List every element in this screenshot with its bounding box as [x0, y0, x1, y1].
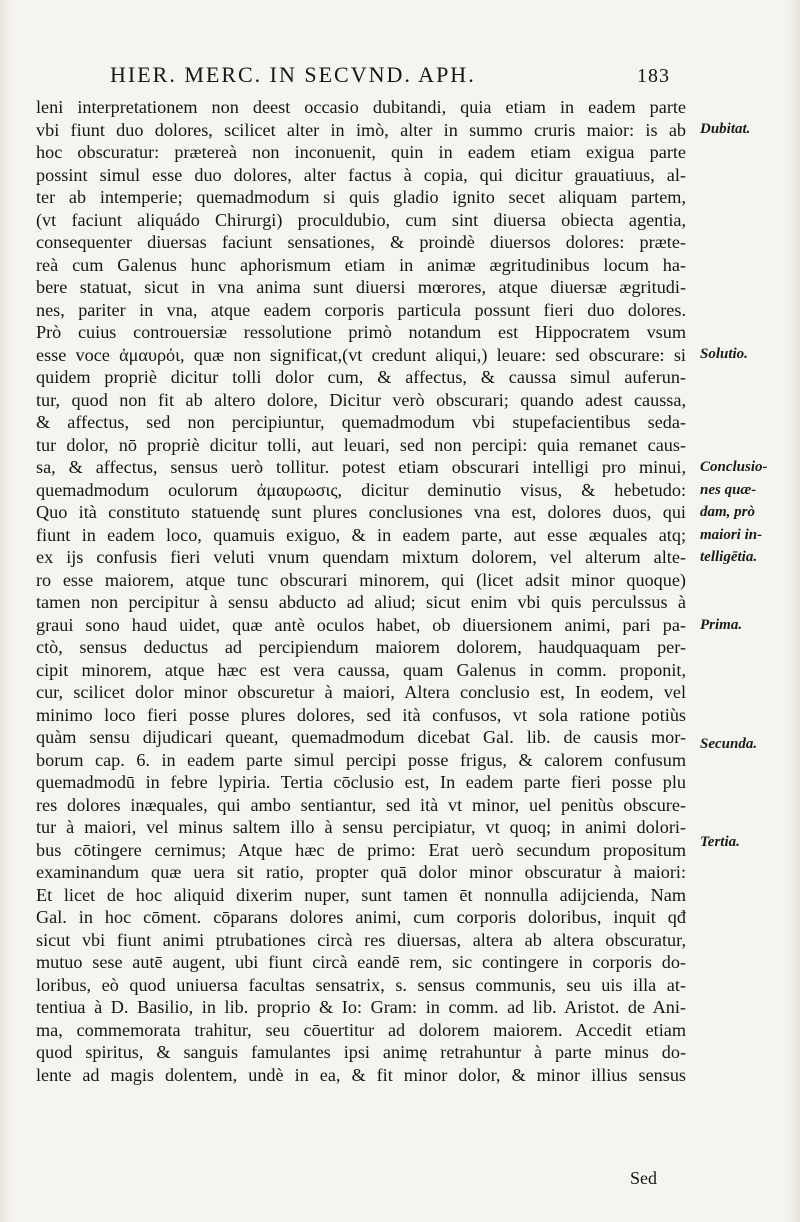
text-line: tamen non percipitur à sensu abducto ad aliud; sicut enim vbi quis perculssus à	[36, 592, 686, 612]
text-line: reà cum Galenus hunc aphorismum etiam in animæ ægritudinibus locum ha-	[36, 254, 686, 275]
text-line: bus cōtingere cernimus; Atque hæc de primo: Erat uerò secundum propositum	[36, 839, 686, 860]
text-line: cipit minorem, atque hæc est vera caussa, quam Galenus in comm. proponit,	[36, 659, 686, 680]
text-line: ma, commemorata trahitur, seu cōuertitur ad dolorem maiorem. Accedit etiam	[36, 1019, 686, 1040]
margin-note-line: telligētia.	[700, 549, 758, 565]
text-line: quàm sensu dijudicari queant, quemadmodum dicebat Gal. lib. de causis mor-	[36, 727, 686, 747]
margin-note-line: maiori in-	[700, 526, 763, 543]
margin-note-line: nes quæ-	[700, 481, 757, 498]
text-line: (vt faciunt aliquádo Chirurgi) proculdubio, cum sint diuersa obiecta agentia,	[36, 209, 686, 230]
text-line: Prò cuius controuersiæ ressolutione primò notandum est Hippocratem vsum	[36, 322, 686, 342]
text-line: tentiua à D. Basilio, in lib. proprio & Io: Gram: in comm. ad lib. Aristot. de Ani-	[36, 997, 686, 1017]
text-line: minimo loco fieri posse plures dolores, sed ità confusos, vt sola ratione potiùs	[36, 704, 686, 725]
text-line: ro esse maiorem, atque tunc obscurari minorem, qui (licet adsit minor quoque)	[36, 569, 686, 590]
text-line: esse voce ἀμαυρόι, quæ non significat,(vt credunt aliqui,) leuare: sed obscurare: si	[36, 344, 686, 365]
text-line: Quo ità constituto statuendę sunt plures conclusiones vna est, dolores duos, qui	[36, 502, 686, 522]
text-line: quod spiritus, & sanguis famulantes ipsi animę retrahuntur à parte minus do-	[36, 1042, 686, 1062]
text-line: ter ab intemperie; quemadmodum si quis gladio ignito secet aliquam partem,	[36, 187, 686, 207]
catchword: Sed	[630, 1168, 657, 1188]
text-line: lente ad magis dolentem, undè in ea, & fit minor dolor, & minor illius sensus	[36, 1064, 686, 1085]
text-line: tur, quod non fit ab altero dolore, Dicitur verò obscurari; quando adest caussa,	[36, 389, 686, 410]
text-line: ctò, sensus deductus ad percipiendum maiorem dolorem, haudquaquam per-	[36, 637, 686, 657]
text-line: & affectus, sed non percipiuntur, quemadmodum vbi stupefacientibus seda-	[36, 412, 686, 432]
text-line: Gal. in hoc cōment. cōparans dolores animi, cum corporis doloribus, inquit qđ	[36, 907, 686, 927]
text-line: possint simul esse duo dolores, alter factus à copia, qui dicitur grauatiuus, al-	[36, 164, 686, 185]
text-line: Et licet de hoc aliquid dixerim nuper, sunt tamen ēt nonnulla adijcienda, Nam	[36, 884, 686, 905]
text-line: sa, & affectus, sensus uerò tollitur. potest etiam obscurari intelligi pro minui,	[36, 457, 686, 477]
running-title: HIER. MERC. IN SECVND. APH.	[110, 62, 476, 87]
text-line: mutuo sese autē augent, ubi fiunt circà eandē rem, sic contingere in corporis do-	[36, 952, 686, 972]
text-line: leni interpretationem non deest occasio dubitandi, quia etiam in eadem parte	[36, 97, 686, 117]
text-line: cur, scilicet dolor minor obscuretur à maiori, Altera conclusio est, In eodem, vel	[36, 682, 686, 702]
margin-note-conclusiones	[700, 456, 792, 569]
margin-note-prima: Prima.	[700, 617, 743, 633]
main-text-block	[36, 96, 686, 1086]
text-line: nes, pariter in vna, atque eadem corporis particula possunt fieri duo dolores.	[36, 299, 686, 320]
text-line: quidem propriè dicitur tolli dolor cum, & affectus, & caussa simul auferun-	[36, 367, 686, 387]
text-line: quemadmodū in febre lypiria. Tertia cōclusio est, In eadem parte fieri posse plu	[36, 772, 686, 792]
text-line: quemadmodum oculorum ἀμαυρωσις, dicitur deminutio visus, & hebetudo:	[36, 479, 686, 500]
text-line: res dolores inæquales, qui ambo sentiantur, sed ità vt minor, uel penitùs obscure-	[36, 794, 686, 815]
page-number: 183	[637, 65, 670, 87]
text-line: ex ijs confusis fieri veluti vnum quendam mixtum dolorem, vel alterum alte-	[36, 547, 686, 567]
running-header	[110, 62, 670, 88]
text-line: bere statuat, sicut in vna anima sunt diuersi mœrores, atque diuersæ ægritudi-	[36, 277, 686, 297]
margin-note-line: dam, prò	[700, 504, 756, 520]
text-line: examinandum quæ uera sit ratio, propter quā dolor minor obscuratur à maiori:	[36, 862, 686, 882]
margin-note-secunda: Secunda.	[700, 736, 758, 752]
margin-note-solutio: Solutio.	[700, 346, 748, 362]
text-line: vbi fiunt duo dolores, scilicet alter in imò, alter in summo cruris maior: is ab	[36, 119, 686, 140]
text-line: tur à maiori, vel minus saltem illo à sensu percipiatur, vt quoq; in animi dolori-	[36, 817, 686, 837]
text-line: loribus, eò quod uniuersa facultas sensatrix, s. sensus communis, seu uis illa at-	[36, 974, 686, 995]
margin-note-line: Conclusio-	[700, 459, 768, 475]
text-line: sicut vbi fiunt animi ptrubationes circà res diuersas, altera ab altera obscuratur,	[36, 929, 686, 950]
text-line: consequenter diuersas faciunt sensationes, & proindè diuersos dolores: præte-	[36, 232, 686, 252]
text-line: fiunt in eadem loco, quamuis exiguo, & in eadem parte, aut esse æquales atq;	[36, 524, 686, 545]
text-line: tur dolor, nō propriè dicitur tolli, aut leuari, sed non percipi: quia remanet caus-	[36, 434, 686, 455]
text-line: borum cap. 6. in eadem parte simul percipi posse frigus, & calorem confusum	[36, 749, 686, 770]
text-line: graui sono haud uidet, quæ antè oculos habet, ob diuersionem animi, pari pa-	[36, 614, 686, 635]
margin-note-dubitat: Dubitat.	[700, 121, 751, 137]
margin-note-tertia: Tertia.	[700, 834, 740, 850]
text-line: hoc obscuratur: prætereà non inconuenit, quin in eadem etiam exigua parte	[36, 142, 686, 162]
